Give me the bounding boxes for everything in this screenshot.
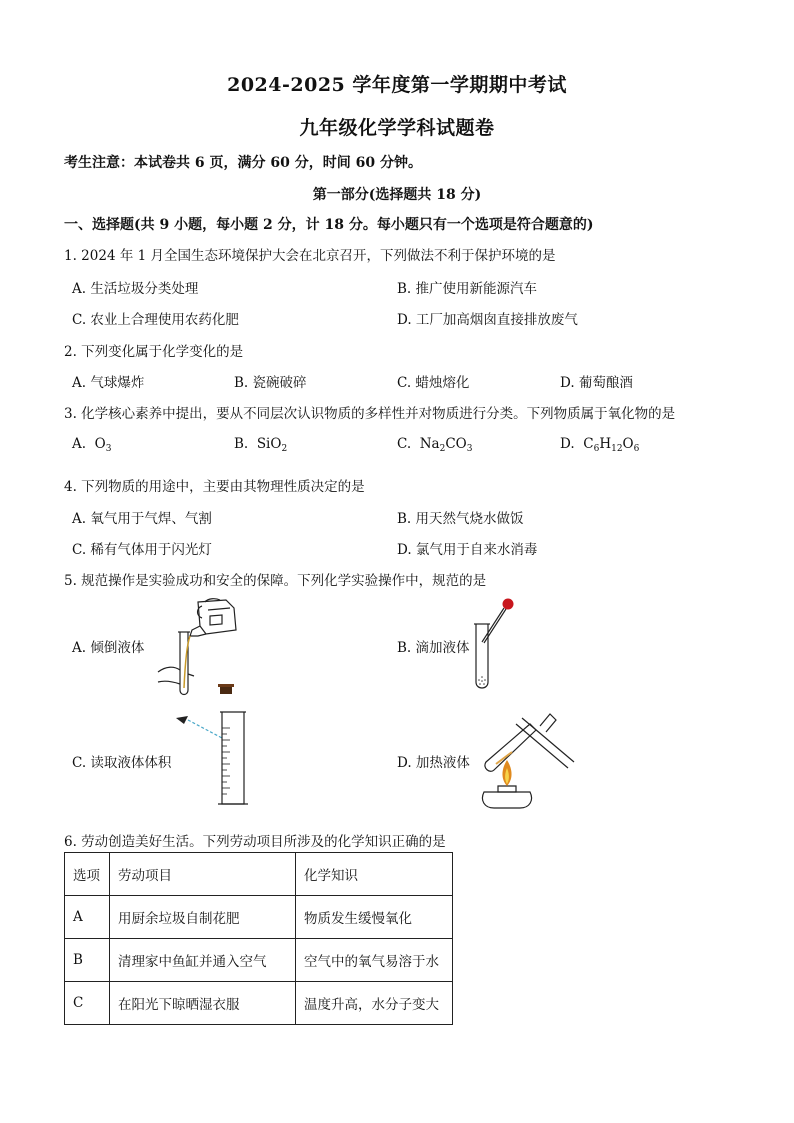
eye-icon xyxy=(176,716,188,724)
pouring-liquid-figure xyxy=(150,596,250,700)
heating-liquid-figure xyxy=(472,704,582,816)
dropper-bulb xyxy=(503,599,514,610)
q2-option-a[interactable]: A. 气球爆炸 xyxy=(72,375,145,391)
table-cell: 清理家中鱼缸并通入空气 xyxy=(110,939,296,982)
q1-option-b[interactable]: B. 推广使用新能源汽车 xyxy=(397,281,538,297)
q5-option-b[interactable]: B. 滴加液体 xyxy=(397,640,470,656)
q4-option-b[interactable]: B. 用天然气烧水做饭 xyxy=(397,511,524,527)
table-header-knowledge: 化学知识 xyxy=(296,853,453,896)
table-cell: 用厨余垃圾自制花肥 xyxy=(110,896,296,939)
question-1-stem: 1. 2024 年 1 月全国生态环境保护大会在北京召开，下列做法不利于保护环境的是 xyxy=(64,248,556,264)
dropping-liquid-figure xyxy=(466,596,522,696)
question-5-stem: 5. 规范操作是实验成功和安全的保障。下列化学实验操作中，规范的是 xyxy=(64,573,487,589)
q4-option-c[interactable]: C. 稀有气体用于闪光灯 xyxy=(72,542,212,558)
q1-option-c[interactable]: C. 农业上合理使用农药化肥 xyxy=(72,312,239,328)
table-cell: 温度升高，水分子变大 xyxy=(296,982,453,1025)
table-row[interactable] xyxy=(65,896,453,939)
q3-option-c[interactable] xyxy=(397,436,472,452)
question-3-stem: 3. 化学核心素养中提出，要从不同层次认识物质的多样性并对物质进行分类。下列物质属于氧化物的是 xyxy=(64,406,676,422)
q5-option-c[interactable]: C. 读取液体体积 xyxy=(72,755,172,771)
q1-option-a[interactable]: A. 生活垃圾分类处理 xyxy=(72,281,199,297)
table-row[interactable] xyxy=(65,982,453,1025)
q5-option-d[interactable]: D. 加热液体 xyxy=(397,755,470,771)
q2-option-d[interactable]: D. 葡萄酿酒 xyxy=(560,375,633,391)
q3-option-b[interactable] xyxy=(234,436,287,452)
table-cell: 物质发生缓慢氧化 xyxy=(296,896,453,939)
formula-o3: $O_3$ xyxy=(94,436,112,454)
table-cell: 在阳光下晾晒湿衣服 xyxy=(110,982,296,1025)
table-row[interactable] xyxy=(65,939,453,982)
table-header-labor: 劳动项目 xyxy=(110,853,296,896)
formula-c6h12o6: $C_6H_{12}O_6$ xyxy=(583,436,640,454)
q2-option-c[interactable]: C. 蜡烛熔化 xyxy=(397,375,470,391)
question-4-stem: 4. 下列物质的用途中，主要由其物理性质决定的是 xyxy=(64,479,365,495)
part-title: 第一部分(选择题共 18 分) xyxy=(312,187,482,203)
q3-option-a[interactable] xyxy=(72,436,111,452)
q6-table xyxy=(64,852,453,1025)
q3-option-d[interactable] xyxy=(560,436,639,452)
table-cell: A xyxy=(65,896,110,939)
formula-na2co3: $Na_2CO_3$ xyxy=(419,436,473,454)
exam-notice: 考生注意：本试卷共 6 页，满分 60 分，时间 60 分钟。 xyxy=(64,155,422,171)
table-header-row xyxy=(65,853,453,896)
exam-title: 2024-2025 学年度第一学期期中考试 xyxy=(227,74,567,96)
q5-option-a[interactable]: A. 倾倒液体 xyxy=(72,640,145,656)
table-cell: B xyxy=(65,939,110,982)
q1-option-d[interactable]: D. 工厂加高烟囱直接排放废气 xyxy=(397,312,578,328)
q3-option-b-label: B. xyxy=(234,436,249,452)
table-cell: 空气中的氧气易溶于水 xyxy=(296,939,453,982)
reading-volume-figure xyxy=(172,708,262,812)
exam-subtitle: 九年级化学学科试题卷 xyxy=(299,117,495,139)
question-2-stem: 2. 下列变化属于化学变化的是 xyxy=(64,344,244,360)
q3-option-c-label: C. xyxy=(397,436,412,452)
q3-option-a-label: A. xyxy=(72,436,87,452)
q3-option-d-label: D. xyxy=(560,436,575,452)
q2-option-b[interactable]: B. 瓷碗破碎 xyxy=(234,375,307,391)
question-6-stem: 6. 劳动创造美好生活。下列劳动项目所涉及的化学知识正确的是 xyxy=(64,834,446,850)
section-title: 一、选择题(共 9 小题，每小题 2 分，计 18 分。每小题只有一个选项是符合题意的) xyxy=(64,217,594,233)
table-header-option: 选项 xyxy=(65,853,110,896)
table-cell: C xyxy=(65,982,110,1025)
q4-option-d[interactable]: D. 氯气用于自来水消毒 xyxy=(397,542,538,558)
formula-sio2: SiO$_2$ xyxy=(256,436,288,454)
q4-option-a[interactable]: A. 氧气用于气焊、气割 xyxy=(72,511,212,527)
